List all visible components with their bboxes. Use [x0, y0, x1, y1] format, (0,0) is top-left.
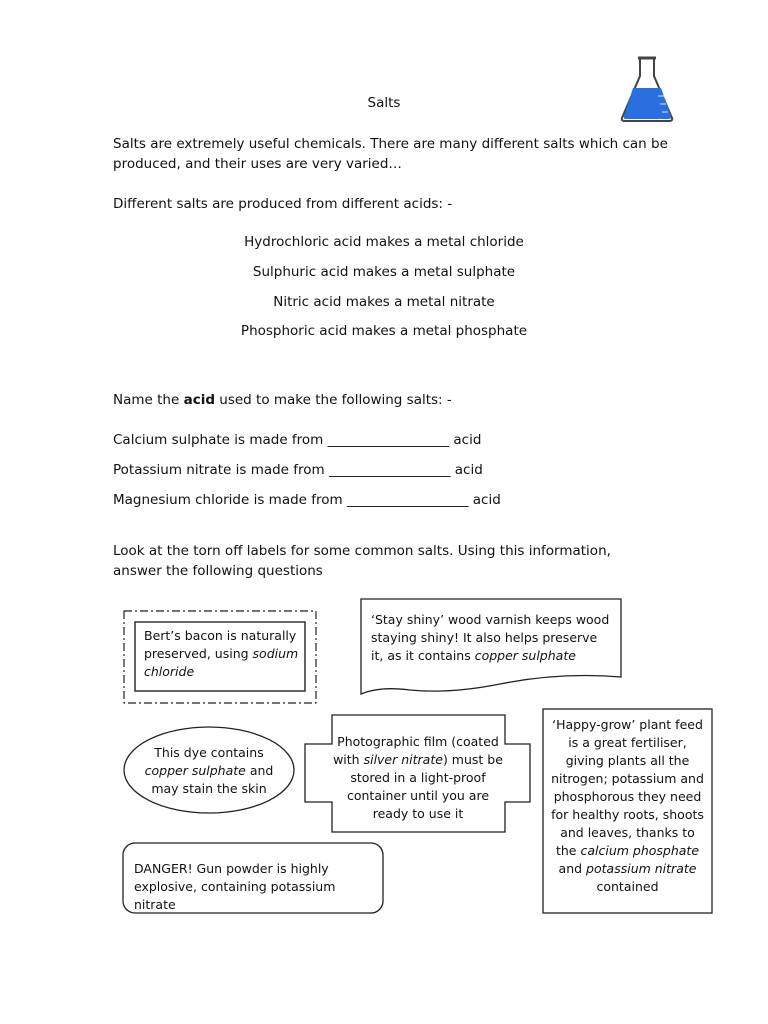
dye-label-post: and may stain the skin — [151, 763, 274, 796]
gunpowder-label: DANGER! Gun powder is highly explosive, containing potassium nitrate — [134, 861, 336, 912]
varnish-label-salt: copper sulphate — [474, 648, 576, 663]
acids-intro: Different salts are produced from different acids: - — [113, 196, 453, 212]
film-label-salt: silver nitrate — [363, 752, 443, 767]
question-line: Potassium nitrate is made from __________________ acid — [113, 462, 483, 478]
acid-rule: Sulphuric acid makes a metal sulphate — [252, 264, 516, 280]
acid-rule: Phosphoric acid makes a metal phosphate — [240, 323, 528, 339]
acid-rule: Nitric acid makes a metal nitrate — [273, 294, 495, 310]
plant-feed-label-post: contained — [596, 879, 659, 894]
task-bold-word: acid — [183, 392, 215, 408]
task-suffix: used to make the following salts: - — [214, 392, 452, 408]
plant-feed-label-pre: ‘Happy-grow’ plant feed is a great fertiliser, giving plants all the nitrogen; potassium and phosphorous they need for healthy roots, shoots and leaves, thanks to the — [551, 717, 704, 858]
dye-label-pre: This dye contains — [154, 745, 264, 760]
intro-paragraph: Salts are extremely useful chemicals. There are many different salts which can be produced, and their uses are very varied… — [113, 136, 668, 172]
film-label — [333, 733, 503, 823]
varnish-label — [371, 611, 611, 665]
dye-label — [143, 744, 275, 798]
bacon-label — [144, 627, 300, 681]
plant-feed-label — [548, 716, 707, 896]
page-title: Salts — [367, 95, 401, 111]
film-label-post: ) must be stored in a light-proof container until you are ready to use it — [346, 752, 503, 821]
bacon-label-salt: sodium chloride — [144, 646, 299, 679]
plant-feed-label-mid: and — [558, 861, 587, 876]
question-line: Calcium sulphate is made from __________________ acid — [113, 432, 482, 448]
task-prefix: Name the — [113, 392, 184, 408]
plant-feed-label-salt1: calcium phosphate — [580, 843, 700, 858]
labels-instruction: Look at the torn off labels for some common salts. Using this information, answer the following questions — [113, 543, 611, 579]
dye-label-salt: copper sulphate — [144, 763, 246, 778]
plant-feed-label-salt2: potassium nitrate — [586, 861, 697, 876]
varnish-label-text: ‘Stay shiny’ wood varnish keeps wood staying shiny! It also helps preserve it, as it contains — [371, 612, 610, 663]
acid-rule: Hydrochloric acid makes a metal chloride — [244, 234, 524, 250]
film-label-pre: Photographic film (coated with — [333, 734, 499, 767]
bacon-label-text: Bert’s bacon is naturally preserved, using — [144, 628, 297, 661]
question-line: Magnesium chloride is made from __________________ acid — [113, 492, 501, 508]
